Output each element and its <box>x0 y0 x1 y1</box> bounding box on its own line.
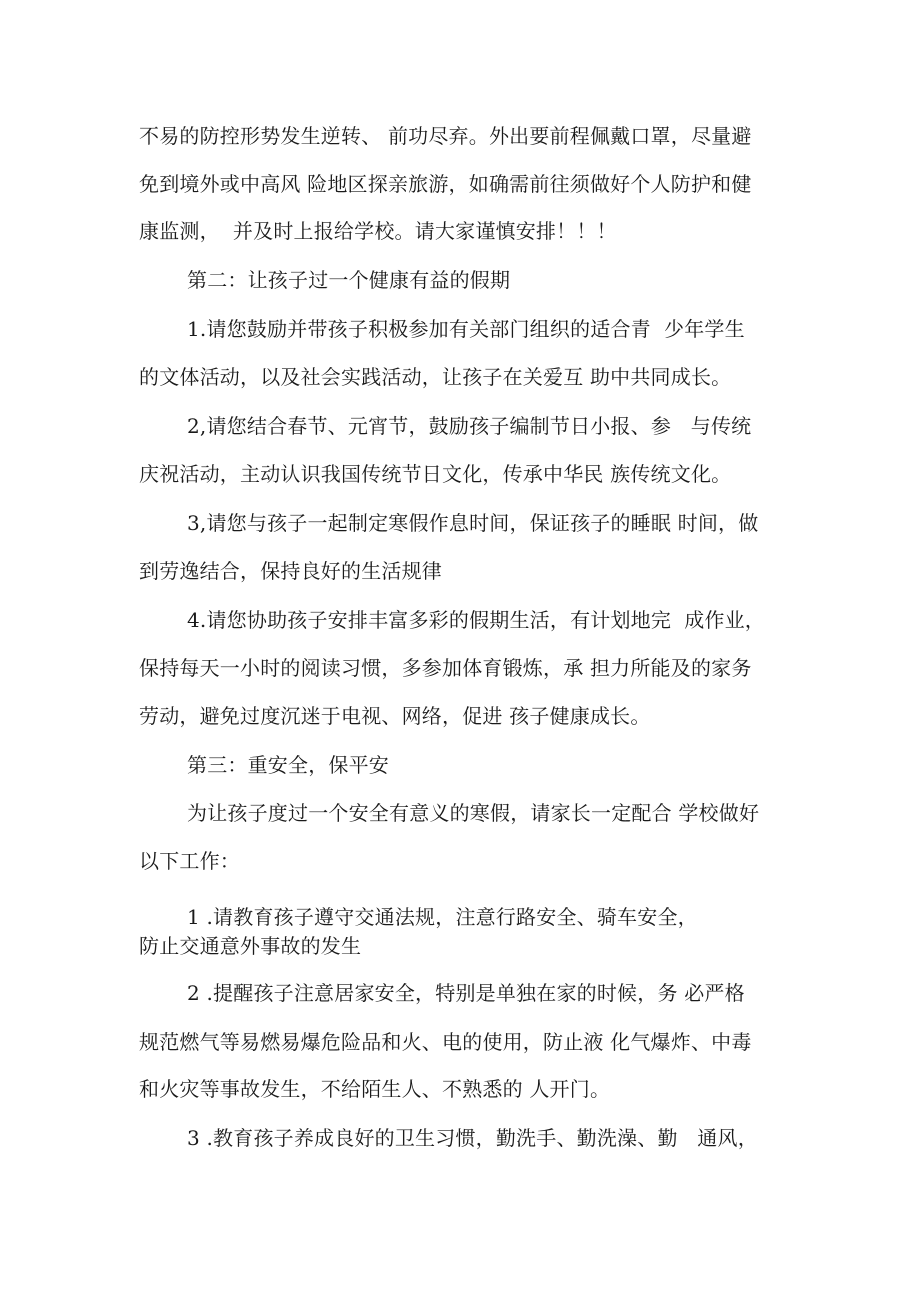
text-line: 1 .请教育孩子遵守交通法规，注意行路安全、骑车安全， <box>187 905 698 929</box>
text-line: 4.请您协助孩子安排丰富多彩的假期生活，有计划地完 成作业， <box>187 608 765 632</box>
text-line: 康监测， 并及时上报给学校。请大家谨慎安排！！！ <box>139 219 617 243</box>
text-line: 3,请您与孩子一起制定寒假作息时间，保证孩子的睡眠 时间，做 <box>187 511 759 535</box>
text-line: 1.请您鼓励并带孩子积极参加有关部门组织的适合青 少年学生 <box>187 317 745 341</box>
text-line: 以下工作： <box>139 849 240 873</box>
text-line: 和火灾等事故发生，不给陌生人、不熟悉的 人开门。 <box>139 1077 611 1101</box>
text-line: 到劳逸结合，保持良好的生活规律 <box>139 559 442 583</box>
section-heading: 第三：重安全，保平安 <box>187 753 389 777</box>
text-line: 的文体活动，以及社会实践活动，让孩子在关爱互 助中共同成长。 <box>139 365 732 389</box>
section-heading: 第二：让孩子过一个健康有益的假期 <box>187 268 511 292</box>
text-line: 为让孩子度过一个安全有意义的寒假，请家长一定配合 学校做好 <box>187 801 760 825</box>
text-line: 3 .教育孩子养成良好的卫生习惯，勤洗手、勤洗澡、勤 通风， <box>187 1126 758 1150</box>
text-line: 保持每天一小时的阅读习惯，多参加体育锻炼，承 担力所能及的家务 <box>139 656 752 680</box>
text-line: 不易的防控形势发生逆转、 前功尽弃。外出要前程佩戴口罩，尽量避 <box>139 124 752 148</box>
text-line: 防止交通意外事故的发生 <box>139 934 362 958</box>
text-line: 免到境外或中高风 险地区探亲旅游，如确需前往须做好个人防护和健 <box>139 172 752 196</box>
text-line: 庆祝活动，主动认识我国传统节日文化，传承中华民 族传统文化。 <box>139 462 732 486</box>
text-line: 2 .提醒孩子注意居家安全，特别是单独在家的时候，务 必严格 <box>187 981 745 1005</box>
text-line: 2,请您结合春节、元宵节，鼓励孩子编制节日小报、参 与传统 <box>187 414 752 438</box>
text-line: 劳动，避免过度沉迷于电视、网络，促进 孩子健康成长。 <box>139 704 651 728</box>
text-line: 规范燃气等易燃易爆危险品和火、电的使用，防止液 化气爆炸、中毒 <box>139 1030 752 1054</box>
